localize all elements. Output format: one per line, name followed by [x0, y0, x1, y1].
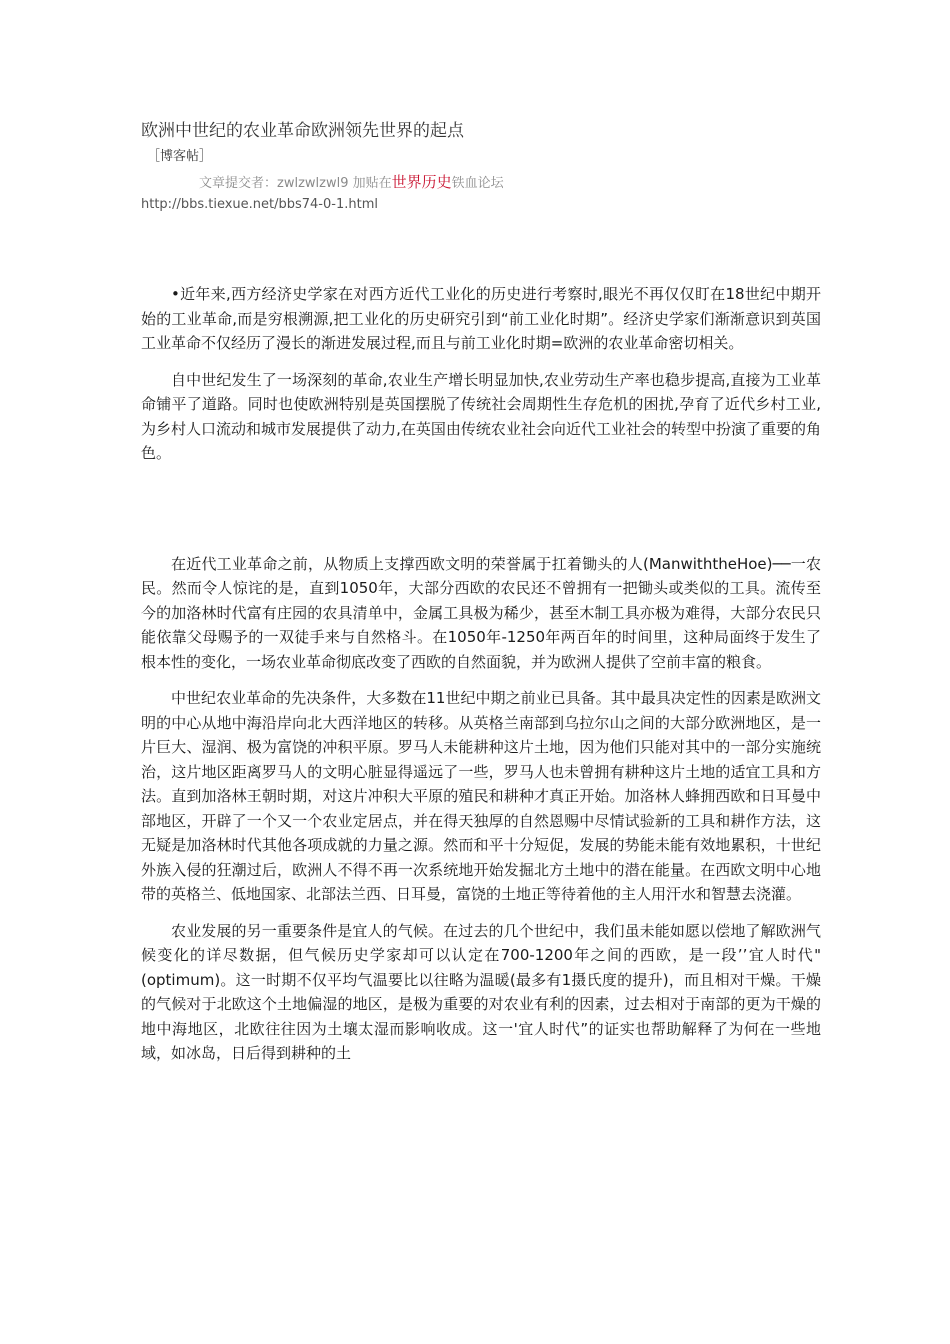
paragraph: 农业发展的另一重要条件是宜人的气候。在过去的几个世纪中，我们虽未能如愿以偿地了解欧洲气候变化的详尽数据，但气候历史学家却可以认定在700-1200年之间的西欧，是一段’’宜人时代"(optimum)。这一时期不仅平均气温要比以往略为温暖(最多有1摄氏度的提升)，而且相对干燥。干燥的气候对于北欧这个土地偏湿的地区，是极为重要的对农业有利的因素，过去相对于南部的更为干燥的地中海地区，北欧往往因为土壤太湿而影响收成。这一'宜人时代”的证实也帮助解释了为何在一些地域，如冰岛，日后得到耕种的土 — [141, 921, 821, 1062]
submission-info — [199, 172, 821, 194]
article-title: 欧洲中世纪的农业革命欧洲领先世界的起点 — [141, 121, 464, 141]
posted-in-label: 加贴在 — [348, 176, 392, 191]
paragraph: 中世纪农业革命的先决条件，大多数在11世纪中期之前业已具备。其中最具决定性的因素是欧洲文明的中心从地中海沿岸向北大西洋地区的转移。从英格兰南部到乌拉尔山之间的大部分欧洲地区，是一片巨大、湿润、极为富饶的冲积平原。罗马人未能耕种这片土地，因为他们只能对其中的一部分实施统治，这片地区距离罗马人的文明心脏显得遥远了一些，罗马人也未曾拥有耕种这片土地的适宜工具和方法。直到加洛林王朝时期，对这片冲积大平原的殖民和耕种才真正开始。加洛林人蜂拥西欧和日耳曼中部地区，开辟了一个又一个农业定居点，并在得天独厚的自然恩赐中尽情试验新的工具和耕作方法，这无疑是加洛林时代其他各项成就的力量之源。然而和平十分短促，发展的势能未能有效地累积，十世纪外族入侵的狂潮过后，欧洲人不得不再一次系统地开始发掘北方土地中的潜在能量。在西欧文明中心地带的英格兰、低地国家、北部法兰西、日耳曼，富饶的土地正等待着他的主人用汗水和智慧去浇灌。 — [141, 689, 821, 903]
submitter-name[interactable]: zwlzwlzwl9 — [277, 176, 349, 191]
blog-post-tag: ［博客帖］ — [147, 149, 213, 164]
site-name: 铁血论坛 — [451, 176, 504, 191]
paragraph: •近年来,西方经济史学家在对西方近代工业化的历史进行考察时,眼光不再仅仅盯在18世纪中期开始的工业革命,而是穷根溯源,把工业化的历史研究引到“前工业化时期”。经济史学家们渐渐意识到英国工业革命不仅经历了漫长的渐进发展过程,而且与前工业化时期=欧洲的农业革命密切相关。 — [141, 285, 821, 352]
article-body-section-1 — [141, 282, 821, 466]
paragraph: 自中世纪发生了一场深刻的革命,农业生产增长明显加快,农业劳动生产率也稳步提高,直接为工业革命铺平了道路。同时也使欧洲特别是英国摆脱了传统社会周期性生存危机的困扰,孕育了近代乡村工业,为乡村人口流动和城市发展提供了动力,在英国由传统农业社会向近代工业社会的转型中扮演了重要的角色。 — [141, 370, 821, 462]
forum-link[interactable]: 世界历史 — [391, 173, 452, 191]
paragraph: 在近代工业革命之前，从物质上支撑西欧文明的荣誉属于扛着锄头的人(ManwiththeHoe)──一农民。然而令人惊诧的是，直到1050年，大部分西欧的农民还不曾拥有一把锄头或类似的工具。流传至今的加洛林时代富有庄园的农具清单中，金属工具极为稀少，甚至木制工具亦极为难得，大部分农民只能依靠父母赐予的一双徒手来与自然格斗。在1050年-1250年两百年的时间里，这种局面终于发生了根本性的变化，一场农业革命彻底改变了西欧的自然面貌，并为欧洲人提供了空前丰富的粮食。 — [141, 554, 821, 671]
spacer — [141, 478, 821, 552]
source-url[interactable]: http://bbs.tiexue.net/bbs74-0-1.html — [141, 197, 378, 212]
submitter-label: 文章提交者： — [199, 176, 278, 191]
article — [141, 120, 821, 1078]
article-body-section-2 — [141, 552, 821, 1066]
